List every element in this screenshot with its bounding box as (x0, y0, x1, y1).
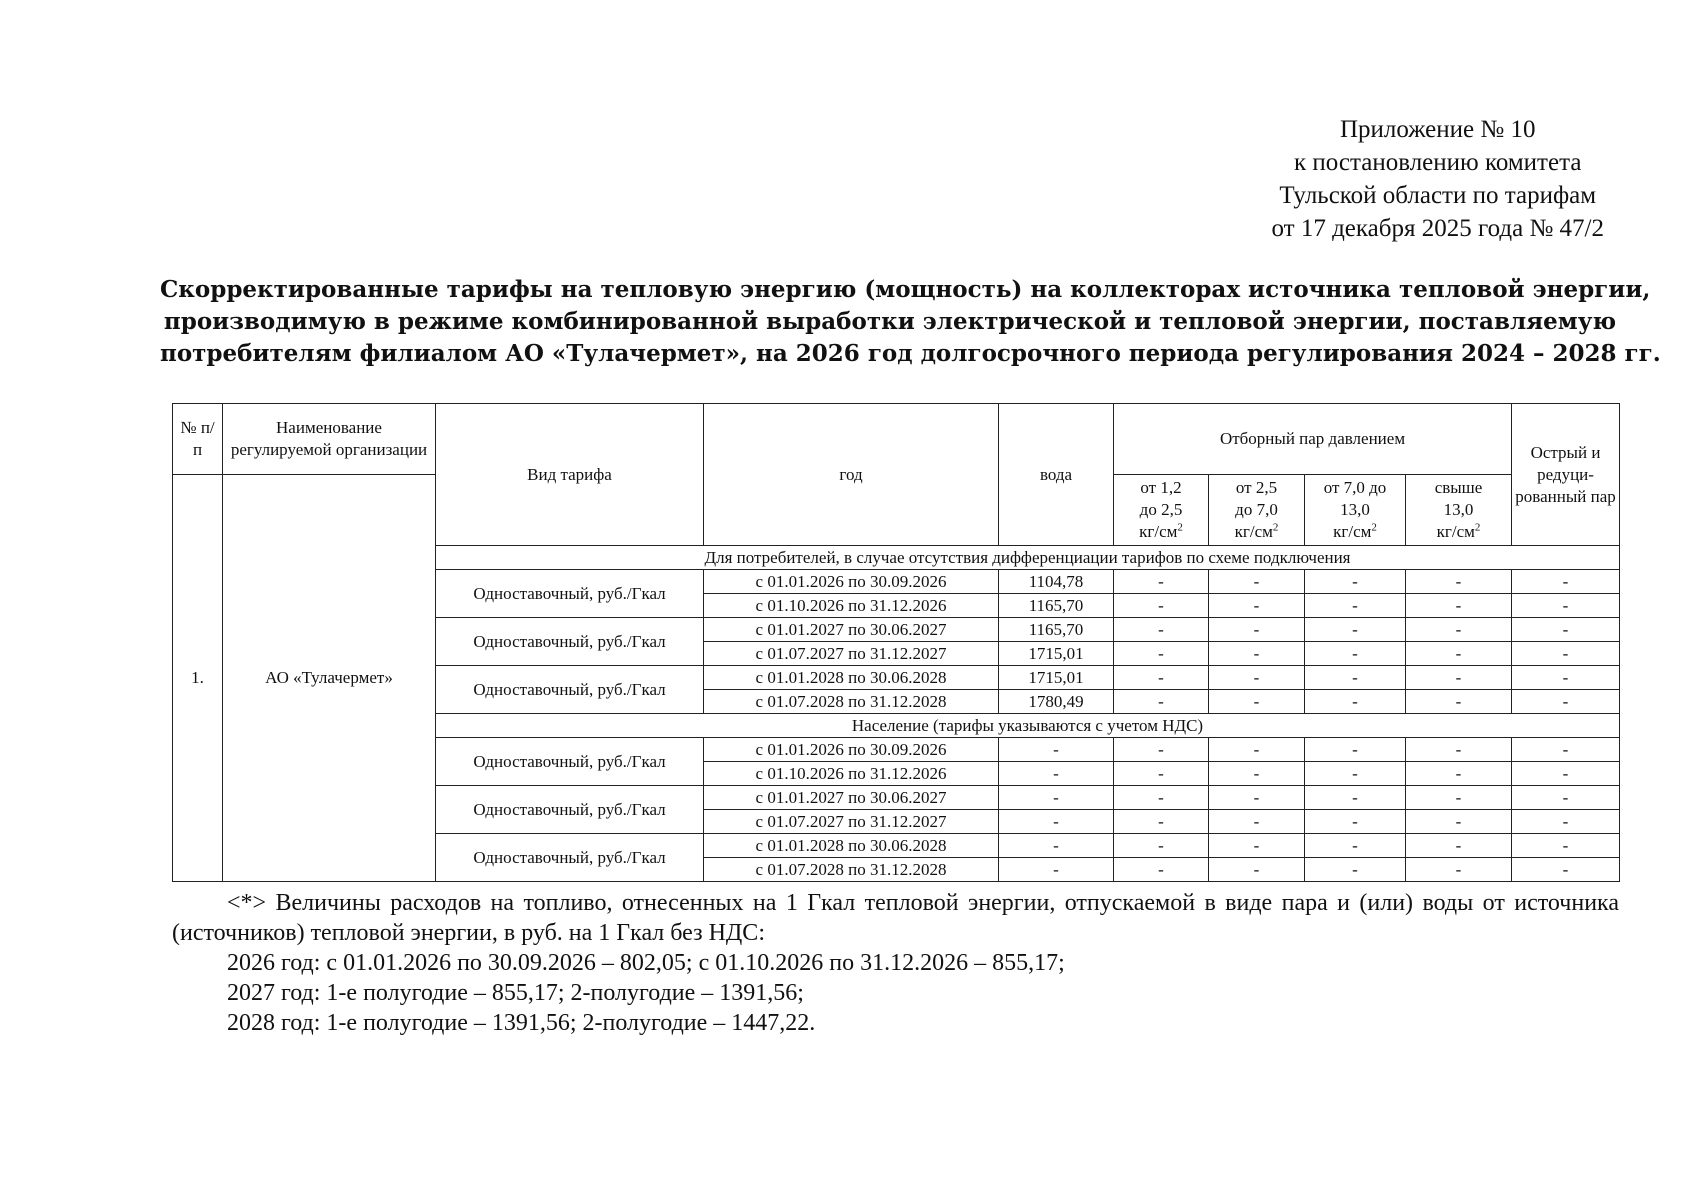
dash-cell: - (1209, 834, 1305, 858)
section-title: Для потребителей, в случае отсутствия дифференциации тарифов по схеме подключения (436, 546, 1620, 570)
dash-cell: - (1512, 666, 1620, 690)
col-header-num: № п/п (173, 404, 223, 475)
dash-cell: - (1209, 642, 1305, 666)
col-header-year: год (704, 404, 999, 546)
dash-cell: - (1305, 762, 1406, 786)
dash-cell: - (1406, 594, 1512, 618)
dash-cell: - (1114, 834, 1209, 858)
dash-cell: - (1406, 690, 1512, 714)
footnote-2027: 2027 год: 1-е полугодие – 855,17; 2-полугодие – 1391,56; (227, 980, 804, 1006)
unit-sup: 2 (1474, 521, 1481, 534)
dash-cell: - (1406, 834, 1512, 858)
period-cell: с 01.10.2026 по 31.12.2026 (704, 594, 999, 618)
water-value-cell: 1165,70 (999, 594, 1114, 618)
period-cell: с 01.10.2026 по 31.12.2026 (704, 762, 999, 786)
tariff-type-cell: Одноставочный, руб./Гкал (436, 666, 704, 714)
appendix-header (1271, 113, 1604, 245)
dash-cell: - (1406, 810, 1512, 834)
dash-cell: - (1406, 786, 1512, 810)
dash-cell: - (1406, 666, 1512, 690)
col-header-steam-2 (1209, 475, 1305, 546)
tariff-type-cell: Одноставочный, руб./Гкал (436, 786, 704, 834)
dash-cell: - (1512, 738, 1620, 762)
title-line-1: Скорректированные тарифы на тепловую энергию (мощность) на коллекторах источника тепловой энергии, (160, 276, 1651, 303)
dash-cell: - (1512, 594, 1620, 618)
steam-2-to: до 7,0 (1235, 500, 1278, 519)
steam-2-unit (1212, 521, 1301, 543)
steam-1-to: до 2,5 (1139, 500, 1183, 519)
dash-cell: - (1512, 570, 1620, 594)
dash-cell: - (1114, 858, 1209, 882)
tariff-type-cell: Одноставочный, руб./Гкал (436, 834, 704, 882)
period-cell: с 01.07.2028 по 31.12.2028 (704, 858, 999, 882)
dash-cell: - (1114, 666, 1209, 690)
col-header-steam-1 (1114, 475, 1209, 546)
unit-text: кг/см (1139, 522, 1178, 541)
dash-cell: - (1305, 810, 1406, 834)
dash-cell: - (1305, 570, 1406, 594)
footnote-2028: 2028 год: 1-е полугодие – 1391,56; 2-полугодие – 1447,22. (227, 1010, 816, 1036)
document-title (160, 274, 1661, 370)
water-value-cell: 1104,78 (999, 570, 1114, 594)
col-header-org: Наименование регулируемой организации (223, 404, 436, 475)
appendix-line-1: Приложение № 10 (1339, 116, 1536, 143)
dash-cell: - (1209, 666, 1305, 690)
steam-4-from: свыше (1434, 478, 1483, 497)
unit-text: кг/см (1333, 522, 1372, 541)
dash-cell: - (1114, 786, 1209, 810)
dash-cell: - (1114, 810, 1209, 834)
water-value-cell: 1165,70 (999, 618, 1114, 642)
dash-cell: - (1512, 858, 1620, 882)
tariff-table (172, 403, 1620, 882)
steam-3-from: от 7,0 до (1323, 478, 1387, 497)
unit-sup: 2 (1177, 521, 1183, 534)
dash-cell: - (1305, 618, 1406, 642)
org-name: АО «Тулачермет» (223, 475, 436, 882)
water-value-cell: 1780,49 (999, 690, 1114, 714)
dash-cell: - (1512, 810, 1620, 834)
steam-1-from: от 1,2 (1140, 478, 1182, 497)
title-line-3: потребителям филиалом АО «Тулачермет», на 2026 год долгосрочного периода регулирования 2024 – 2028 гг. (160, 340, 1661, 367)
period-cell: с 01.01.2026 по 30.09.2026 (704, 570, 999, 594)
period-cell: с 01.01.2028 по 30.06.2028 (704, 666, 999, 690)
tariff-type-cell: Одноставочный, руб./Гкал (436, 570, 704, 618)
dash-cell: - (1305, 642, 1406, 666)
steam-3-unit (1308, 521, 1402, 543)
appendix-line-3: Тульской области по тарифам (1279, 182, 1597, 209)
col-header-tariff-type: Вид тарифа (436, 404, 704, 546)
footnote-2026: 2026 год: с 01.01.2026 по 30.09.2026 – 802,05; с 01.10.2026 по 31.12.2026 – 855,17; (227, 950, 1065, 976)
col-header-steam-4 (1406, 475, 1512, 546)
water-value-cell: 1715,01 (999, 666, 1114, 690)
dash-cell: - (1209, 594, 1305, 618)
unit-sup: 2 (1272, 521, 1279, 534)
dash-cell: - (1406, 570, 1512, 594)
dash-cell: - (1406, 738, 1512, 762)
steam-4-to: 13,0 (1443, 500, 1474, 519)
footnote-intro: <*> Величины расходов на топливо, отнесенных на 1 Гкал тепловой энергии, отпускаемой в виде пара и (или) воды от источника (источников) тепловой энергии, в руб. на 1 Гкал без НДС: (172, 890, 1619, 946)
water-value-cell: - (999, 762, 1114, 786)
period-cell: с 01.07.2027 по 31.12.2027 (704, 810, 999, 834)
dash-cell: - (1512, 834, 1620, 858)
dash-cell: - (1305, 738, 1406, 762)
water-value-cell: - (999, 834, 1114, 858)
period-cell: с 01.07.2028 по 31.12.2028 (704, 690, 999, 714)
col-header-steam-group: Отборный пар давлением (1114, 404, 1512, 475)
water-value-cell: - (999, 786, 1114, 810)
title-line-2: производимую в режиме комбинированной выработки электрической и тепловой энергии, поставляемую (163, 308, 1617, 335)
dash-cell: - (1209, 786, 1305, 810)
appendix-line-2: к постановлению комитета (1294, 149, 1582, 176)
dash-cell: - (1209, 618, 1305, 642)
dash-cell: - (1114, 570, 1209, 594)
steam-2-from: от 2,5 (1235, 478, 1278, 497)
dash-cell: - (1114, 738, 1209, 762)
dash-cell: - (1305, 786, 1406, 810)
period-cell: с 01.01.2027 по 30.06.2027 (704, 618, 999, 642)
dash-cell: - (1406, 618, 1512, 642)
water-value-cell: - (999, 738, 1114, 762)
dash-cell: - (1512, 642, 1620, 666)
dash-cell: - (1209, 690, 1305, 714)
dash-cell: - (1512, 786, 1620, 810)
dash-cell: - (1209, 858, 1305, 882)
dash-cell: - (1114, 690, 1209, 714)
dash-cell: - (1209, 738, 1305, 762)
unit-text: кг/см (1234, 522, 1273, 541)
dash-cell: - (1406, 762, 1512, 786)
dash-cell: - (1512, 618, 1620, 642)
dash-cell: - (1305, 594, 1406, 618)
dash-cell: - (1512, 690, 1620, 714)
col-header-steam-3 (1305, 475, 1406, 546)
unit-sup: 2 (1371, 521, 1377, 534)
section-title: Население (тарифы указываются с учетом НДС) (436, 714, 1620, 738)
tariff-type-cell: Одноставочный, руб./Гкал (436, 618, 704, 666)
row-number: 1. (173, 475, 223, 882)
steam-4-unit (1409, 521, 1508, 543)
dash-cell: - (1114, 642, 1209, 666)
dash-cell: - (1305, 690, 1406, 714)
tariff-type-cell: Одноставочный, руб./Гкал (436, 738, 704, 786)
dash-cell: - (1209, 810, 1305, 834)
appendix-line-4: от 17 декабря 2025 года № 47/2 (1271, 215, 1604, 242)
dash-cell: - (1305, 834, 1406, 858)
dash-cell: - (1209, 570, 1305, 594)
dash-cell: - (1406, 858, 1512, 882)
water-value-cell: - (999, 810, 1114, 834)
steam-1-unit (1117, 521, 1205, 543)
dash-cell: - (1114, 594, 1209, 618)
period-cell: с 01.07.2027 по 31.12.2027 (704, 642, 999, 666)
dash-cell: - (1209, 762, 1305, 786)
col-header-water: вода (999, 404, 1114, 546)
dash-cell: - (1512, 762, 1620, 786)
unit-text: кг/см (1436, 522, 1475, 541)
dash-cell: - (1305, 666, 1406, 690)
header-row-1 (173, 404, 1620, 475)
water-value-cell: - (999, 858, 1114, 882)
water-value-cell: 1715,01 (999, 642, 1114, 666)
footnote (172, 888, 1619, 1038)
period-cell: с 01.01.2026 по 30.09.2026 (704, 738, 999, 762)
steam-3-to: 13,0 (1340, 500, 1370, 519)
dash-cell: - (1305, 858, 1406, 882)
period-cell: с 01.01.2027 по 30.06.2027 (704, 786, 999, 810)
period-cell: с 01.01.2028 по 30.06.2028 (704, 834, 999, 858)
dash-cell: - (1114, 762, 1209, 786)
col-header-sharp-steam: Острый и редуци-рованный пар (1512, 404, 1620, 546)
dash-cell: - (1114, 618, 1209, 642)
dash-cell: - (1406, 642, 1512, 666)
